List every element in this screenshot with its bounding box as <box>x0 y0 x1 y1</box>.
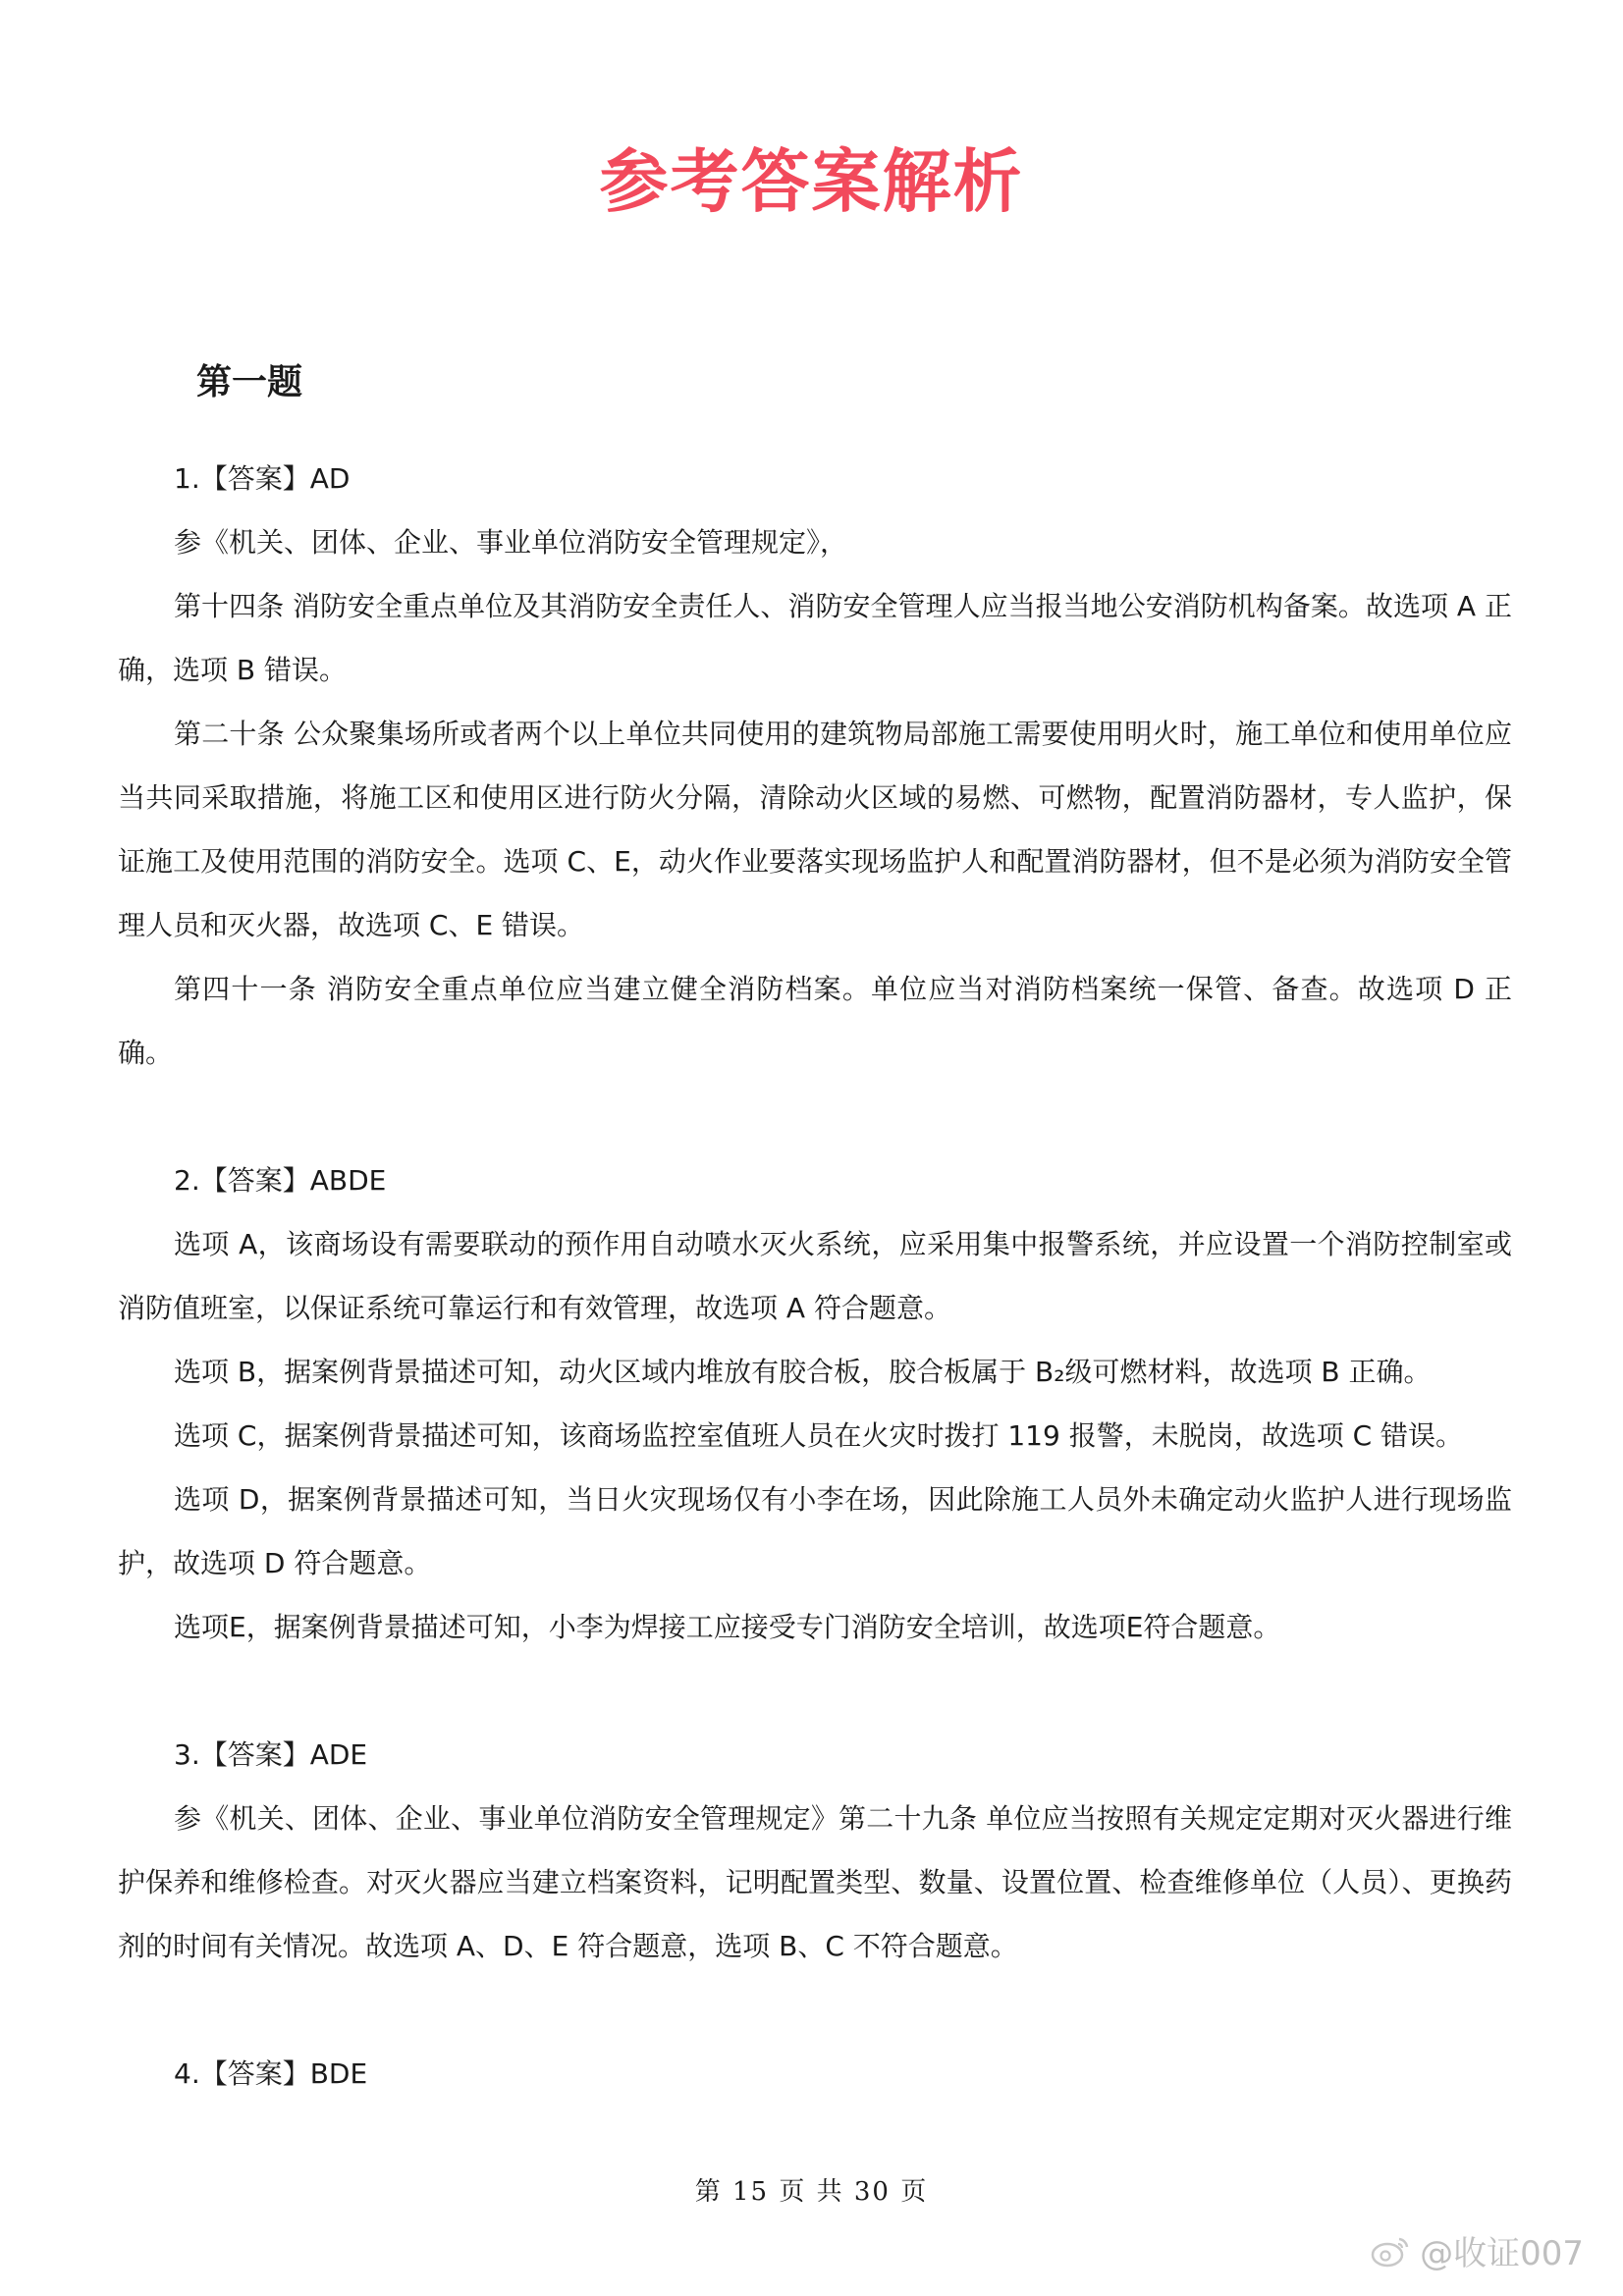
paragraph: 选项 D，据案例背景描述可知，当日火灾现场仅有小李在场，因此除施工人员外未确定动火监护人进行现场监护，故选项 D 符合题意。 <box>118 1483 1512 1579</box>
paragraph: 选项 B，据案例背景描述可知，动火区域内堆放有胶合板，胶合板属于 B₂级可燃材料，故选项 B 正确。 <box>174 1356 1432 1388</box>
weibo-icon <box>1371 2234 1412 2268</box>
paragraph: 选项E，据案例背景描述可知，小李为焊接工应接受专门消防安全培训，故选项E符合题意。 <box>174 1611 1281 1643</box>
answer-block-2 <box>118 1148 1512 1659</box>
paragraph: 第二十条 公众聚集场所或者两个以上单位共同使用的建筑物局部施工需要使用明火时，施工单位和使用单位应当共同采取措施，将施工区和使用区进行防火分隔，清除动火区域的易燃、可燃物，配置消防器材，专人监护，保证施工及使用范围的消防安全。选项 C、E，动火作业要落实现场监护人和配置消防器材，但不是必须为消防安全管理人员和灭火器，故选项 C、E 错误。 <box>118 718 1512 941</box>
page-title: 参考答案解析 <box>599 141 1024 222</box>
answer-line: 4.【答案】BDE <box>174 2057 368 2090</box>
paragraph: 参《机关、团体、企业、事业单位消防安全管理规定》第二十九条 单位应当按照有关规定定期对灭火器进行维护保养和维修检查。对灭火器应当建立档案资料，记明配置类型、数量、设置位置、检查维修单位（人员）、更换药剂的时间有关情况。故选项 A、D、E 符合题意，选项 B、C 不符合题意。 <box>118 1802 1512 1962</box>
watermark-text: @收证007 <box>1420 2234 1584 2273</box>
page-footer: 第 15 页 共 30 页 <box>694 2177 929 2207</box>
paragraph: 第四十一条 消防安全重点单位应当建立健全消防档案。单位应当对消防档案统一保管、备查。故选项 D 正确。 <box>118 973 1512 1069</box>
answer-line: 3.【答案】ADE <box>174 1738 368 1771</box>
answer-line: 2.【答案】ABDE <box>174 1164 387 1197</box>
answer-line: 1.【答案】AD <box>174 462 351 495</box>
paragraph: 第十四条 消防安全重点单位及其消防安全责任人、消防安全管理人应当报当地公安消防机构备案。故选项 A 正确，选项 B 错误。 <box>118 590 1512 686</box>
paragraph: 选项 C，据案例背景描述可知，该商场监控室值班人员在火灾时拨打 119 报警，未脱岗，故选项 C 错误。 <box>174 1419 1464 1452</box>
section-heading: 第一题 <box>196 362 303 402</box>
watermark <box>1371 2226 1584 2274</box>
answer-content <box>118 447 1512 2106</box>
answer-block-4 <box>118 2042 1512 2106</box>
answer-block-3 <box>118 1723 1512 1978</box>
answer-block-1 <box>118 447 1512 1085</box>
paragraph: 选项 A，该商场设有需要联动的预作用自动喷水灭火系统，应采用集中报警系统，并应设置一个消防控制室或消防值班室，以保证系统可靠运行和有效管理，故选项 A 符合题意。 <box>118 1228 1512 1324</box>
paragraph: 参《机关、团体、企业、事业单位消防安全管理规定》， <box>174 526 848 559</box>
